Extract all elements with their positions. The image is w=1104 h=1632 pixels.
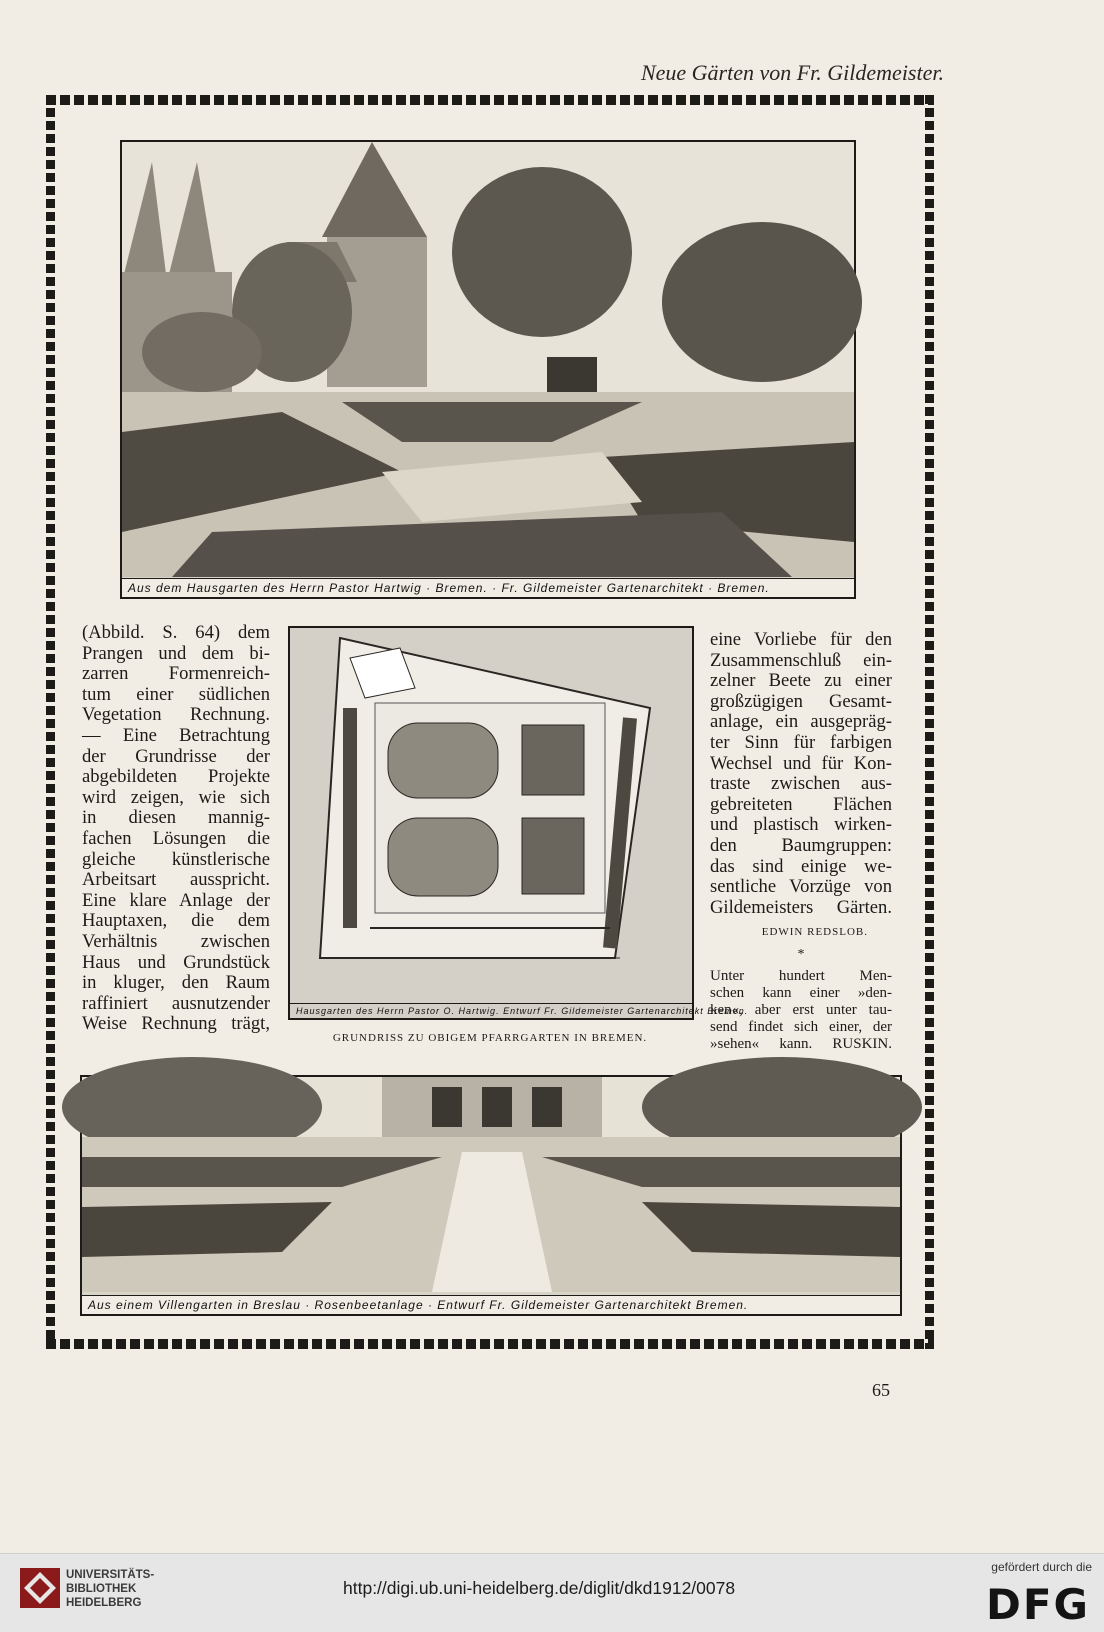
author-signature: EDWIN REDSLOB. xyxy=(761,926,868,939)
text-line: in diesen mannig- xyxy=(82,807,270,829)
text-line: traste zwischen aus- xyxy=(710,773,892,795)
text-line: zelner Beete zu einer xyxy=(710,670,892,692)
text-column-right xyxy=(710,630,892,1053)
text-line: das sind einige we- xyxy=(710,855,892,877)
text-line: abgebildeten Projekte xyxy=(82,766,270,788)
garden-plan-drawing xyxy=(290,628,692,1000)
quote-line: send findet sich einer, der xyxy=(710,1018,892,1035)
library-name-line: BIBLIOTHEK xyxy=(66,1583,137,1595)
text-line: Wechsel und für Kon- xyxy=(710,752,892,774)
text-line: zarren Formenreich- xyxy=(82,663,270,685)
text-line: in kluger, den Raum xyxy=(82,972,270,994)
garden-drawing-bottom xyxy=(82,1077,900,1292)
section-separator: * xyxy=(797,946,805,962)
garden-illustration-bottom xyxy=(80,1075,902,1316)
text-line: Zusammenschluß ein- xyxy=(710,649,892,671)
text-line: raffiniert ausnutzender xyxy=(82,992,270,1014)
text-line: Prangen und dem bi- xyxy=(82,642,270,664)
frame-left xyxy=(46,95,55,1349)
plan-inner-caption: Hausgarten des Herrn Pastor O. Hartwig. Entwurf Fr. Gildemeister Gartenarchitekt Bremen. xyxy=(290,1003,692,1018)
quote-line: schen kann einer »den- xyxy=(710,984,892,1001)
text-line: Haus und Grundstück xyxy=(82,951,270,973)
text-line: tum einer südlichen xyxy=(82,683,270,705)
frame-top xyxy=(46,95,934,105)
text-line: fachen Lösungen die xyxy=(82,827,270,849)
sponsor-note: gefördert durch die xyxy=(991,1560,1092,1574)
frame-right xyxy=(925,95,934,1349)
text-column-left xyxy=(82,623,270,1035)
text-line: — Eine Betrachtung xyxy=(82,724,270,746)
text-line: anlage, ein ausgepräg- xyxy=(710,711,892,733)
text-line: Eine klare Anlage der xyxy=(82,889,270,911)
permalink-url[interactable]: http://digi.ub.uni-heidelberg.de/diglit/dkd1912/0078 xyxy=(343,1578,736,1598)
text-line: Weise Rechnung trägt, xyxy=(82,1013,270,1035)
text-line: großzügigen Gesamt- xyxy=(710,690,892,712)
library-name-line: HEIDELBERG xyxy=(66,1597,142,1609)
digital-library-footer xyxy=(0,1553,1104,1632)
garden-drawing-top xyxy=(122,142,854,577)
dfg-logo: DFG xyxy=(985,1580,1090,1629)
text-line: Arbeitsart ausspricht. xyxy=(82,869,270,891)
text-line: Gildemeisters Gärten. xyxy=(710,896,892,918)
text-line: (Abbild. S. 64) dem xyxy=(82,622,270,643)
ruskin-quote xyxy=(710,968,892,1053)
plan-caption: GRUNDRISS ZU OBIGEM PFARRGARTEN IN BREMEN. xyxy=(332,1032,648,1044)
quote-line: ken«, aber erst unter tau- xyxy=(710,1001,892,1018)
university-seal-icon xyxy=(18,1566,62,1610)
text-line: den Baumgruppen: xyxy=(710,834,892,856)
caption-bottom: Aus einem Villengarten in Breslau · Rosenbeetanlage · Entwurf Fr. Gildemeister Gartenarchitekt Bremen. xyxy=(82,1295,900,1314)
running-title: Neue Gärten von Fr. Gildemeister. xyxy=(640,60,944,85)
library-name-line: UNIVERSITÄTS- xyxy=(66,1569,155,1581)
text-line: sentliche Vorzüge von xyxy=(710,876,892,898)
text-line: Verhältnis zwischen xyxy=(82,930,270,952)
quote-line: Unter hundert Men- xyxy=(710,967,892,984)
text-line: wird zeigen, wie sich xyxy=(82,786,270,808)
garden-illustration-top xyxy=(120,140,856,599)
text-line: Vegetation Rechnung. xyxy=(82,704,270,726)
quote-line: »sehen« kann. RUSKIN. xyxy=(710,1035,892,1052)
text-line: gebreiteten Flächen xyxy=(710,793,892,815)
page-number: 65 xyxy=(872,1380,890,1400)
text-line: und plastisch wirken- xyxy=(710,814,892,836)
text-line: gleiche künstlerische xyxy=(82,848,270,870)
text-line: eine Vorliebe für den xyxy=(710,629,892,650)
text-line: ter Sinn für farbigen xyxy=(710,731,892,753)
text-line: der Grundrisse der xyxy=(82,745,270,767)
garden-plan-illustration xyxy=(288,626,749,1020)
caption-top: Aus dem Hausgarten des Herrn Pastor Hartwig · Bremen. · Fr. Gildemeister Gartenarchitekt · Bremen. xyxy=(122,578,854,597)
library-name xyxy=(66,1568,154,1610)
text-line: Hauptaxen, die dem xyxy=(82,910,270,932)
frame-bottom xyxy=(46,1339,934,1349)
